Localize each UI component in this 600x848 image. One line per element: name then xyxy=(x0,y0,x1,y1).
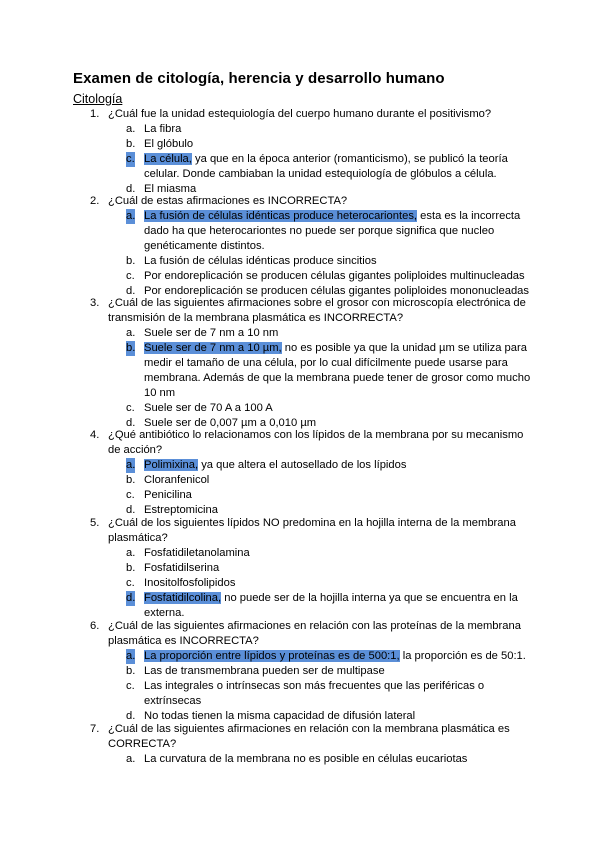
answer-highlight: Fosfatidilcolina, xyxy=(144,592,222,604)
answer-highlight: La célula, xyxy=(144,153,192,165)
option-letter: c. xyxy=(126,577,135,589)
option-letter: d. xyxy=(126,504,136,516)
option-letter: d. xyxy=(126,417,136,429)
option-letter: b. xyxy=(126,255,136,267)
option xyxy=(90,561,534,576)
option-answer xyxy=(90,152,534,182)
option xyxy=(90,401,534,416)
option-text: El glóbulo xyxy=(144,138,194,150)
option-letter: c. xyxy=(126,153,135,165)
option xyxy=(90,546,534,561)
option-letter: d. xyxy=(126,183,136,195)
option-letter: d. xyxy=(126,710,136,722)
option xyxy=(90,254,534,269)
option-letter: a. xyxy=(126,650,136,662)
option xyxy=(90,752,534,767)
question xyxy=(90,722,530,767)
option-answer xyxy=(90,591,534,621)
option-text: No todas tienen la misma capacidad de difusión lateral xyxy=(144,710,416,722)
answer-highlight: Suele ser de 7 nm a 10 µm, xyxy=(144,342,282,354)
question-text: ¿Cuál de los siguientes lípidos NO predomina en la hojilla interna de la membrana plasmática? xyxy=(108,517,516,544)
option xyxy=(90,269,534,284)
option-text: Suele ser de 0,007 µm a 0,010 µm xyxy=(144,417,317,429)
option xyxy=(90,473,534,488)
option-list xyxy=(90,752,530,767)
option-letter: b. xyxy=(126,138,136,150)
option-text: esta es la incorrecta dado ha que heterocariontes no puede ser porque significa que nucleo genéticamente distintos. xyxy=(144,210,521,252)
question-number: 7. xyxy=(90,723,100,735)
option-list xyxy=(90,546,530,621)
answer-highlight: La fusión de células idénticas produce heterocariontes, xyxy=(144,210,418,222)
option-letter: b. xyxy=(126,342,136,354)
question-number: 1. xyxy=(90,108,100,120)
option xyxy=(90,137,534,152)
option-letter: d. xyxy=(126,285,136,297)
question-text: ¿Cuál de las siguientes afirmaciones en relación con la membrana plasmática es CORRECTA? xyxy=(108,723,510,750)
option-letter: b. xyxy=(126,665,136,677)
option xyxy=(90,122,534,137)
question-number: 4. xyxy=(90,429,100,441)
option xyxy=(90,488,534,503)
answer-highlight: Polimixina, xyxy=(144,459,199,471)
option-letter: c. xyxy=(126,270,135,282)
option-text: Suele ser de 70 A a 100 A xyxy=(144,402,273,414)
option xyxy=(90,679,534,709)
option-text: Penicilina xyxy=(144,489,192,501)
option-letter: a. xyxy=(126,327,136,339)
option-answer xyxy=(90,458,534,473)
question-text: ¿Cuál de las siguientes afirmaciones en relación con las proteínas de la membrana plasmática es INCORRECTA? xyxy=(108,620,521,647)
question-text: ¿Cuál de las siguientes afirmaciones sobre el grosor con microscopía electrónica de transmisión de la membrana plasmática es INCORRECTA? xyxy=(108,297,526,324)
question-number: 6. xyxy=(90,620,100,632)
option-answer xyxy=(90,341,534,401)
question-text: ¿Cuál fue la unidad estequiología del cuerpo humano durante el positivismo? xyxy=(108,108,492,120)
section-heading: Citología xyxy=(73,92,123,106)
question xyxy=(90,296,530,431)
question xyxy=(90,619,530,724)
option-text: Las de transmembrana pueden ser de multipase xyxy=(144,665,385,677)
option-letter: a. xyxy=(126,547,136,559)
option-answer xyxy=(90,649,534,664)
option-text: Suele ser de 7 nm a 10 nm xyxy=(144,327,279,339)
option-list xyxy=(90,649,530,724)
option-text: Por endoreplicación se producen células gigantes poliploides multinucleadas xyxy=(144,270,525,282)
option-text: Por endoreplicación se producen células gigantes poliploides mononucleadas xyxy=(144,285,529,297)
option-letter: a. xyxy=(126,123,136,135)
option-letter: c. xyxy=(126,680,135,692)
option-text: La curvatura de la membrana no es posible en células eucariotas xyxy=(144,753,468,765)
option-list xyxy=(90,209,530,299)
document-title: Examen de citología, herencia y desarrollo humano xyxy=(73,70,445,87)
option-letter: d. xyxy=(126,592,136,604)
question xyxy=(90,516,530,621)
option-text: no es posible ya que la unidad µm se utiliza para medir el tamaño de una célula, por lo cual difícilmente puede usarse para membrana. Además de que la membrana puede tener de grosor como mucho 10 nm xyxy=(144,342,531,399)
option-letter: c. xyxy=(126,402,135,414)
option-text: El miasma xyxy=(144,183,197,195)
question xyxy=(90,428,530,518)
option-text: Fosfatidilserina xyxy=(144,562,220,574)
option-letter: a. xyxy=(126,459,136,471)
option-text: Estreptomicina xyxy=(144,504,218,516)
option-text: La fusión de células idénticas produce sincitios xyxy=(144,255,377,267)
option-answer xyxy=(90,209,534,254)
question xyxy=(90,107,530,197)
option-list xyxy=(90,122,530,197)
question xyxy=(90,194,530,299)
option-text: Las integrales o intrínsecas son más frecuentes que las periféricas o extrínsecas xyxy=(144,680,485,707)
question-text: ¿Qué antibiótico lo relacionamos con los lípidos de la membrana por su mecanismo de acción? xyxy=(108,429,524,456)
option xyxy=(90,576,534,591)
option xyxy=(90,664,534,679)
option-text: la proporción es de 50:1. xyxy=(399,650,526,662)
option-letter: a. xyxy=(126,210,136,222)
option-text: ya que en la época anterior (romanticismo), se publicó la teoría celular. Donde cambiaban la unidad estequiología de glóbulos a célula. xyxy=(144,153,508,180)
option-text: no puede ser de la hojilla interna ya que se encuentra en la externa. xyxy=(144,592,518,619)
option-letter: c. xyxy=(126,489,135,501)
option-list xyxy=(90,326,530,431)
question-number: 5. xyxy=(90,517,100,529)
answer-highlight: La proporción entre lípidos y proteínas es de 500:1, xyxy=(144,650,400,662)
option-text: ya que altera el autosellado de los lípidos xyxy=(198,459,407,471)
option-text: Inositolfosfolipidos xyxy=(144,577,236,589)
option-list xyxy=(90,458,530,518)
option-letter: b. xyxy=(126,474,136,486)
question-number: 3. xyxy=(90,297,100,309)
option-text: La fibra xyxy=(144,123,182,135)
option-letter: b. xyxy=(126,562,136,574)
option-text: Fosfatidiletanolamina xyxy=(144,547,250,559)
question-number: 2. xyxy=(90,195,100,207)
option-letter: a. xyxy=(126,753,136,765)
option xyxy=(90,326,534,341)
question-text: ¿Cuál de estas afirmaciones es INCORRECTA? xyxy=(108,195,348,207)
option-text: Cloranfenicol xyxy=(144,474,210,486)
